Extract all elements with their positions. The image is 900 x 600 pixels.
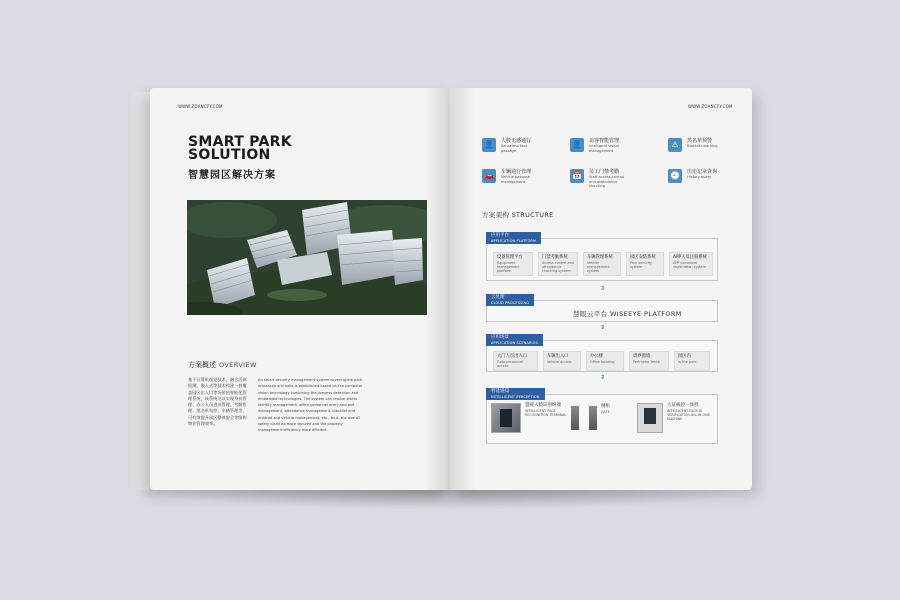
application-scenarios-tag bbox=[486, 334, 543, 346]
tag-label-cn: 云处理 bbox=[491, 295, 505, 300]
platform-cell bbox=[626, 252, 664, 276]
tag-label-en: APPLICATION PLATFORM bbox=[491, 238, 537, 243]
left-page bbox=[150, 88, 450, 490]
right-page-url: WWW.ZOANCFY.COM bbox=[688, 104, 733, 109]
tag-label-en: APPLICATION SCENARIOS bbox=[491, 340, 538, 345]
cloud-platform-name: 慧眼云平台 WISEEYE PLATFORM bbox=[573, 310, 682, 318]
feature-label-cn: 访客智能管理 bbox=[589, 138, 620, 144]
page-title-en bbox=[188, 136, 292, 162]
gutter-shade bbox=[424, 88, 450, 490]
feature-label-cn: 历史记录查询 bbox=[687, 169, 718, 175]
cell-label-cn: 大门人员出入口 bbox=[497, 354, 528, 359]
device-label-en: INTELLIGENT FACE-ID VERIFICATION ALL-IN-ONE MACHINE bbox=[667, 409, 710, 422]
terminal-device-image bbox=[491, 403, 521, 433]
device-label-cn: 慧视人脸识别终端 bbox=[525, 403, 561, 408]
calendar-icon: 📅 bbox=[570, 169, 584, 183]
cell-label-cn: 车辆管理系统 bbox=[587, 255, 613, 260]
tag-label-cn: 应用场景 bbox=[491, 335, 509, 340]
title-line-2: SOLUTION bbox=[188, 147, 271, 163]
kiosk-device-image bbox=[637, 403, 663, 433]
face-id-verification-machine bbox=[637, 403, 711, 433]
cell-label-cn: 设备管理平台 bbox=[497, 255, 523, 260]
cell-label-cn: APP人员注册系统 bbox=[673, 255, 707, 260]
feature-label-cn: 员工门禁考勤 bbox=[589, 169, 620, 175]
scenario-cell bbox=[674, 351, 710, 371]
gutter-shade bbox=[450, 88, 476, 490]
cell-label-en: Vehicle access bbox=[547, 359, 572, 364]
overview-heading bbox=[188, 360, 257, 370]
flow-arrow-icon: ⇕ bbox=[600, 324, 606, 331]
feature-item bbox=[570, 169, 629, 189]
device-label-cn: 人证核验一体机 bbox=[667, 403, 699, 408]
intelligent-perception-tag bbox=[486, 388, 545, 400]
feature-item bbox=[482, 169, 541, 184]
left-page-url: WWW.ZOANCFY.COM bbox=[178, 104, 223, 109]
scenario-cell bbox=[586, 351, 624, 371]
cell-label-en: In the park bbox=[678, 359, 697, 364]
structure-heading-en: STRUCTURE bbox=[511, 211, 554, 219]
cell-label-en: Office building bbox=[590, 359, 615, 364]
feature-label-en: Staff access control and attendance checking bbox=[589, 175, 625, 189]
feature-label-en: Vehicle passage management bbox=[501, 175, 530, 184]
cell-label-en: Gate personnel access bbox=[497, 359, 523, 368]
cell-label-cn: 周界围墙 bbox=[633, 354, 651, 359]
scenario-cell bbox=[493, 351, 538, 371]
cell-label-en: Access control and attendance checking system bbox=[542, 260, 574, 273]
platform-cell bbox=[583, 252, 621, 276]
park-photo bbox=[187, 200, 427, 315]
cell-label-en: Vehicle management system bbox=[587, 260, 610, 273]
feature-label-en: Blacklist warning bbox=[687, 144, 718, 148]
cell-label-en: Park security system bbox=[630, 260, 652, 269]
tag-label-cn: 应用平台 bbox=[491, 233, 509, 238]
overview-text-en: An smart security management system covering the park entrances and exits is established based on the computer vision technology combining the liveness detection and embedded technologies. The system can realize visitor identity management, office personnel entry and exit management, attendance management, blacklist and unlisted and vehicle management, etc., thus, the overall safety could be more secured and the property management efficiency more efficient. bbox=[258, 378, 363, 433]
flow-arrow-icon: ⇕ bbox=[600, 285, 606, 292]
cell-label-en: APP personnel registration system bbox=[673, 260, 706, 269]
face-recognition-terminal bbox=[491, 403, 569, 433]
feature-item bbox=[668, 169, 717, 183]
device-label-cn: 闸机 bbox=[601, 404, 610, 409]
history-icon: 🕘 bbox=[668, 169, 682, 183]
overview-heading-en: OVERVIEW bbox=[219, 361, 257, 369]
feature-item bbox=[570, 138, 629, 153]
device-label-en: GATE bbox=[601, 410, 610, 414]
gate-device-image bbox=[571, 404, 597, 432]
structure-heading-cn: 方案架构 bbox=[482, 211, 510, 219]
tag-label-en: INTELLIGENT PERCEPTION bbox=[491, 394, 540, 399]
platform-cell bbox=[493, 252, 533, 276]
feature-item bbox=[482, 138, 541, 153]
platform-cell bbox=[538, 252, 578, 276]
cell-label-en: Perimeter fence bbox=[633, 359, 661, 364]
right-page bbox=[450, 88, 752, 490]
feature-label-cn: 黑名单预警 bbox=[687, 138, 713, 144]
tag-label-cn: 智能感知 bbox=[491, 389, 509, 394]
blacklist-icon: ⚠ bbox=[668, 138, 682, 152]
cell-label-cn: 办公楼 bbox=[590, 354, 603, 359]
cell-label-cn: 园区内 bbox=[678, 354, 691, 359]
gate-device bbox=[571, 404, 610, 432]
application-platform-tag bbox=[486, 232, 541, 244]
cloud-processing-tag bbox=[486, 294, 534, 306]
flow-arrow-icon: ⇕ bbox=[600, 374, 606, 381]
cell-label-cn: 车辆出入口 bbox=[547, 354, 569, 359]
scenario-cell bbox=[629, 351, 669, 371]
person-icon: 👤 bbox=[482, 138, 496, 152]
cell-label-cn: 园区安防系统 bbox=[630, 255, 656, 260]
page-title-cn: 智慧园区解决方案 bbox=[188, 170, 276, 181]
feature-item bbox=[668, 138, 718, 152]
car-icon: 🚗 bbox=[482, 169, 496, 183]
cell-label-cn: 门禁考勤系统 bbox=[542, 255, 568, 260]
title-line-1: SMART PARK bbox=[188, 134, 292, 150]
device-label-en: INTELLIGENT FACE RECOGNITION TERMINAL bbox=[525, 409, 567, 418]
platform-cell bbox=[669, 252, 713, 276]
overview-text-cn: 基于计算机视觉技术，融合活体检测，嵌入式等技术构建一套覆盖园区出入口等场景的智能化管理系统，该系统可以实现身份管理、办公人员进出管理、考勤管理、黑名单布控、车辆管理等，可有效提升园区整体安全等级和物业管理效率。 bbox=[188, 377, 247, 427]
feature-label-en: History query bbox=[687, 175, 712, 179]
visitor-icon: 👤 bbox=[570, 138, 584, 152]
scenario-cell bbox=[543, 351, 581, 371]
feature-label-en: Senseless face passage bbox=[501, 144, 528, 153]
cell-label-en: Equipment management platform bbox=[497, 260, 520, 273]
overview-heading-cn: 方案概述 bbox=[188, 361, 216, 369]
feature-label-cn: 车辆通行管理 bbox=[501, 169, 532, 175]
park-buildings-illustration bbox=[187, 200, 427, 315]
application-scenarios-cells bbox=[493, 351, 710, 371]
tag-label-en: CLOUD PROCESSING bbox=[491, 300, 530, 305]
structure-heading bbox=[482, 210, 554, 219]
application-platform-block bbox=[486, 238, 718, 281]
feature-label-cn: 人脸无感通行 bbox=[501, 138, 532, 144]
intelligent-perception-block bbox=[486, 394, 718, 444]
application-platform-cells bbox=[493, 252, 713, 276]
feature-label-en: Intelligent visitor management bbox=[589, 144, 620, 153]
